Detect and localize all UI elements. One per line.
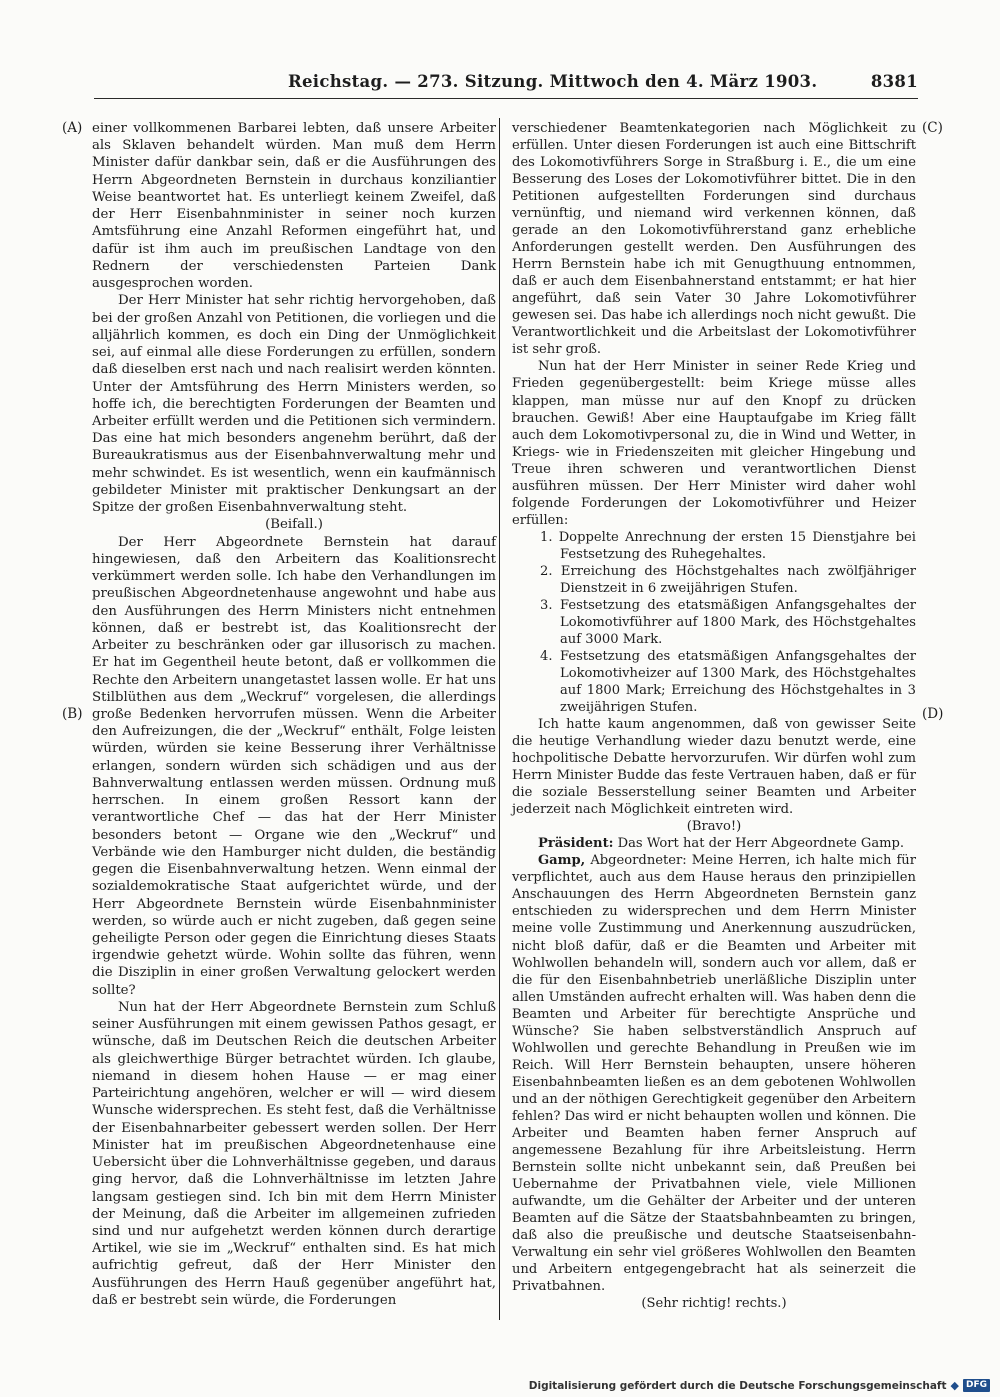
margin-label-a: (A) bbox=[62, 120, 83, 136]
paragraph: Der Herr Abgeordnete Bernstein hat darauf hingewiesen, daß den Arbeitern das Koalitionsrecht verkümmert werden solle. Ich habe den Verhandlungen im preußischen Abgeordnetenhause angewohnt und habe aus den Ausführungen des Herrn Ministers nicht entnehmen können, daß er bestrebt ist, das Koalitionsrecht der Arbeiter zu beschränken oder gar illusorisch zu machen. Er hat im Gegentheil heute betont, daß er vollkommen die Rechte den Arbeitern unangetastet lassen wolle. Er hat uns Stilblüthen aus dem „Weckruf“ vorgelesen, die allerdings große Bedenken hervorrufen müssen. Wenn die Arbeiter den Aufreizungen, die der „Weckruf“ enthält, Folge leisten würden, würden sie keine Besserung ihrer Verhältnisse erlangen, sondern würden sich schädigen und aus der Bahnverwaltung entlassen werden müssen. Ordnung muß herrschen. In einem großen Ressort kann der verantwortliche Chef — das hat der Herr Minister besonders betont — Organe wie den „Weckruf“ und Verbände wie den Hamburger nicht dulden, die beständig gegen die Eisenbahnverwaltung hetzen. Wenn einmal der sozialdemokratische Staat aufgerichtet würde, und der Herr Abgeordnete Bernstein würde Eisenbahnminister werden, so würde auch er nicht zugeben, daß gegen seine geheiligte Person oder gegen die Einrichtung dieses Staats irgendwie gehetzt würde. Wohin sollte das führen, wenn die Disziplin in einer großen Verwaltung gelockert werden sollte? bbox=[92, 534, 496, 998]
column-divider bbox=[499, 118, 500, 1320]
list-item: 3. Festsetzung des etatsmäßigen Anfangsgehaltes der Lokomotivführer auf 1800 Mark, des Höchstgehaltes auf 3000 Mark. bbox=[540, 597, 916, 647]
interjection: (Sehr richtig! rechts.) bbox=[641, 1296, 787, 1312]
demands-list bbox=[512, 529, 916, 716]
digitization-footer bbox=[529, 1378, 990, 1393]
paragraph: Nun hat der Herr Abgeordnete Bernstein zum Schluß seiner Ausführungen mit einem gewissen Pathos gesagt, er wünsche, daß im Deutschen Reich die deutschen Arbeiter als gleichwerthige Bürger betrachtet würden. Ich glaube, niemand in diesem hohen Hause — er mag einer Parteirichtung angehören, welcher er will — wird diesem Wunsche widersprechen. Es steht fest, daß die Verhältnisse der Eisenbahnarbeiter gebessert werden sollen. Der Herr Minister hat im preußischen Abgeordnetenhause eine Uebersicht über die Lohnverhältnisse gegeben, und daraus ging hervor, daß die Lohnverhältnisse im letzten Jahre langsam gestiegen sind. Ich bin mit dem Herrn Minister der Meinung, daß die Arbeiter im allgemeinen zufrieden sind und nur aufgehetzt werden können durch derartige Artikel, wie sie im „Weckruf“ enthalten sind. Es hat mich aufrichtig gefreut, daß der Herr Minister den Ausführungen des Herrn Hauß gegenüber angeführt hat, daß er bestrebt sein würde, die Forderungen bbox=[92, 999, 496, 1308]
margin-label-c: (C) bbox=[922, 120, 943, 136]
page-number: 8381 bbox=[870, 72, 918, 91]
page-header bbox=[60, 72, 920, 94]
speech-paragraph bbox=[512, 852, 916, 1295]
right-column bbox=[512, 120, 916, 1312]
interjection: (Bravo!) bbox=[686, 819, 742, 835]
speaker-label: Präsident: bbox=[538, 836, 614, 852]
paragraph: einer vollkommenen Barbarei lebten, daß unsere Arbeiter als Sklaven behandelt würden. Man muß dem Herrn Minister dafür dankbar sein, daß er die Ausführungen des Herrn Abgeordneten Bernstein in durchaus konziliantier Weise beantwortet hat. Es unterliegt keinem Zweifel, daß der Herr Eisenbahnminister in seiner noch kurzen Amtsführung eine Anzahl Reformen eingeführt hat, und dafür ist ihm auch im preußischen Landtage von den Rednern der verschiedensten Parteien Dank ausgesprochen worden. bbox=[92, 121, 496, 292]
header-rule bbox=[94, 98, 918, 99]
paragraph: verschiedener Beamtenkategorien nach Möglichkeit zu erfüllen. Unter diesen Forderungen ist auch eine Bittschrift des Lokomotivführers Sorge in Straßburg i. E., die um eine Besserung des Loses der Lokomotivführer bittet. Die in den Petitionen aufgestellten Forderungen sind durchaus vernünftig, und niemand wird verkennen können, daß gerade an den Lokomotivführerstand ganz erhebliche Anforderungen gestellt werden. Den Ausführungen des Herrn Bernstein habe ich mit Genugthuung entnommen, daß er auch dem Eisenbahnerstand entstammt; er hat hier angeführt, daß sein Vater 30 Jahre Lokomotivführer gewesen sei. Das habe ich allerdings noch nicht gewußt. Die Verantwortlichkeit und die Arbeitslast der Lokomotivführer ist sehr groß. bbox=[512, 121, 917, 358]
interjection: (Beifall.) bbox=[265, 517, 323, 533]
speaker-label: Gamp, bbox=[538, 853, 586, 869]
paragraph: Der Herr Minister hat sehr richtig hervorgehoben, daß bei der großen Anzahl von Petitionen, die vorliegen und die alljährlich kommen, es doch ein Ding der Unmöglichkeit sei, auf einmal alle diese Forderungen zu erfüllen, sondern daß dieselben erst nach und nach realisirt werden könnten. Unter der Amtsführung des Herrn Ministers werden, so hoffe ich, die berechtigten Forderungen der Beamten und Arbeiter erfüllt werden und die Petitionen sich vermindern. Das eine hat mich besonders angenehm berührt, daß der Bureaukratismus aus der Eisenbahnverwaltung mehr und mehr schwindet. Es ist wesentlich, wenn ein kaufmännisch gebildeter Minister mit praktischer Denkungsart an der Spitze der großen Eisenbahnverwaltung steht. bbox=[92, 293, 496, 516]
paragraph: Ich hatte kaum angenommen, daß von gewisser Seite die heutige Verhandlung wieder dazu benutzt werde, eine hochpolitische Debatte hervorzurufen. Wir dürfen wohl zum Herrn Minister Budde das feste Vertrauen haben, daß er für die soziale Besserstellung seiner Beamten und Arbeiter jederzeit nach Möglichkeit eintreten wird. bbox=[512, 717, 916, 818]
statement-text: Abgeordneter: Meine Herren, ich halte mich für verpflichtet, auch aus dem Hause heraus den prinzipiellen Anschauungen des Herrn Abgeordneten Bernstein ganz entschieden zu widersprechen und dem Herrn Minister meine volle Zustimmung und Anerkennung auszudrücken, nicht bloß dafür, daß er die Beamten und Arbeiter mit Wohlwollen behandeln will, sondern auch vor allem, daß er die für den Eisenbahnbetrieb unerläßliche Disziplin unter allen Umständen aufrecht erhalten will. Was haben denn die Beamten und Arbeiter für berechtigte Ansprüche und Wünsche? Sie haben selbstverständlich Anspruch auf Wohlwollen und gerechte Behandlung in Preußen wie im Reich. Will Herr Bernstein behaupten, unsere höheren Eisenbahnbeamten ließen es an dem gebotenen Wohlwollen und an der nöthigen Gerechtigkeit gegenüber den Arbeitern fehlen? Das wird er nicht behaupten wollen und können. Die Arbeiter und Beamten haben ferner Anspruch auf angemessene Bezahlung für ihre Arbeitsleistung. Herrn Bernstein sollte nicht unbekannt sein, daß Preußen bei Uebernahme der Privatbahnen viele, viele Millionen aufwandte, um die Gehälter der Arbeiter und der unteren Beamten auf die Sätze der Staatsbahnbeamten zu bringen, daß also die preußische und deutsche Staatseisenbahn-Verwaltung ein sehr viel größeres Wohlwollen den Beamten und Arbeitern entgegengebracht hat als seinerzeit die Privatbahnen. bbox=[512, 853, 916, 1295]
president-statement bbox=[512, 835, 916, 852]
list-item: 4. Festsetzung des etatsmäßigen Anfangsgehaltes der Lokomotivheizer auf 1300 Mark, des Höchstgehaltes auf 1800 Mark; Erreichung des Höchstgehaltes in 3 zweijährigen Stufen. bbox=[540, 648, 916, 716]
statement-text: Das Wort hat der Herr Abgeordnete Gamp. bbox=[613, 836, 905, 852]
paragraph: Nun hat der Herr Minister in seiner Rede Krieg und Frieden gegenübergestellt: beim Kriege müsse alles klappen, man müsse nur auf den Knopf zu drücken brauchen. Gewiß! Aber eine Hauptaufgabe im Krieg fällt auch dem Lokomotivpersonal zu, die in Wind und Wetter, in Kriegs- wie in Friedenszeiten mit gleicher Hingebung und Treue ihren schweren und verantwortlichen Dienst ausführen müssen. Der Herr Minister wird daher wohl folgende Forderungen der Lokomotivführer und Heizer erfüllen: bbox=[512, 359, 916, 528]
list-item: 2. Erreichung des Höchstgehaltes nach zwölfjähriger Dienstzeit in 6 zweijährigen Stufen. bbox=[540, 563, 916, 596]
dfg-logo: DFG bbox=[963, 1379, 990, 1392]
running-title: Reichstag. — 273. Sitzung. Mittwoch den 4. März 1903. bbox=[288, 72, 818, 91]
footer-text: Digitalisierung gefördert durch die Deutsche Forschungsgemeinschaft bbox=[528, 1379, 947, 1392]
diamond-icon: ◆ bbox=[950, 1379, 959, 1392]
margin-label-b: (B) bbox=[62, 706, 83, 722]
list-item: 1. Doppelte Anrechnung der ersten 15 Dienstjahre bei Festsetzung des Ruhegehaltes. bbox=[540, 529, 916, 562]
left-column bbox=[92, 120, 496, 1309]
margin-label-d: (D) bbox=[922, 706, 944, 722]
